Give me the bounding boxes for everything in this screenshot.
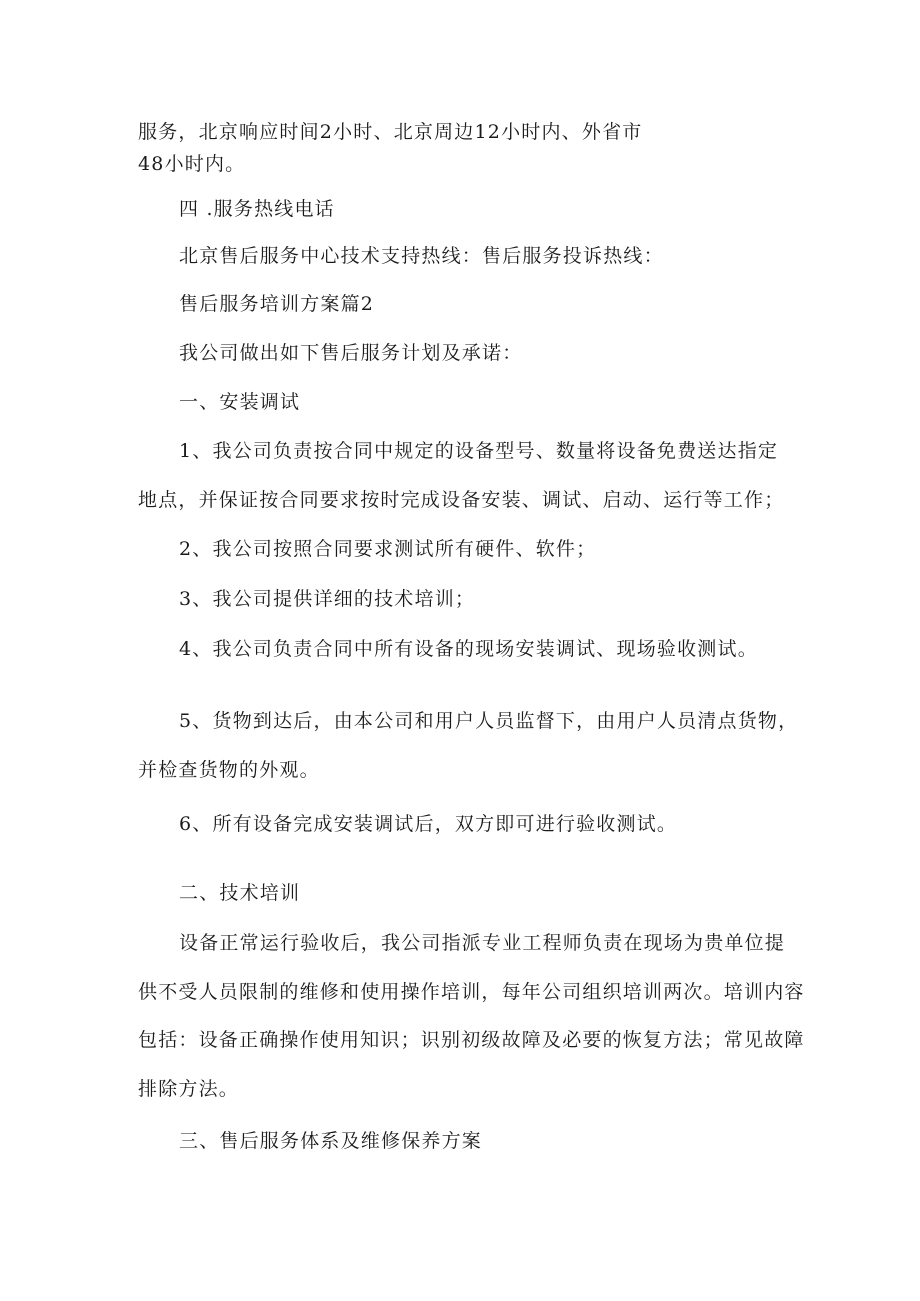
item-6: 6、所有设备完成安装调试后，双方即可进行验收测试。 — [179, 813, 678, 835]
hotline-line: 北京售后服务中心技术支持热线：售后服务投诉热线： — [179, 245, 664, 267]
intro-line: 我公司做出如下售后服务计划及承诺： — [179, 342, 523, 364]
training-line-4: 排除方法。 — [138, 1078, 240, 1100]
section-heading-2: 二、技术培训 — [179, 882, 301, 904]
paragraph-line-1: 服务，北京响应时间2小时、北京周边12小时内、外省市 — [138, 121, 643, 143]
item-4: 4、我公司负责合同中所有设备的现场安装调试、现场验收测试。 — [179, 638, 758, 660]
article-title: 售后服务培训方案篇2 — [179, 293, 375, 315]
section-heading-1: 一、安装调试 — [179, 391, 301, 413]
training-line-1: 设备正常运行验收后，我公司指派专业工程师负责在现场为贵单位提 — [179, 932, 786, 954]
item-3: 3、我公司提供详细的技术培训； — [179, 588, 476, 610]
paragraph-line-2: 48小时内。 — [138, 153, 246, 175]
section-heading-3: 三、售后服务体系及维修保养方案 — [179, 1130, 483, 1152]
item-5-line-1: 5、货物到达后，由本公司和用户人员监督下，由用户人员清点货物， — [179, 710, 799, 732]
item-1-line-1: 1、我公司负责按合同中规定的设备型号、数量将设备免费送达指定 — [179, 440, 779, 462]
training-line-2: 供不受人员限制的维修和使用操作培训，每年公司组织培训两次。培训内容 — [138, 981, 805, 1003]
item-5-line-2: 并检查货物的外观。 — [138, 759, 320, 781]
training-line-3: 包括：设备正确操作使用知识；识别初级故障及必要的恢复方法；常见故障 — [138, 1029, 805, 1051]
section-heading-4: 四 .服务热线电话 — [179, 198, 335, 220]
item-1-line-2: 地点，并保证按合同要求按时完成设备安装、调试、启动、运行等工作； — [138, 489, 785, 511]
item-2: 2、我公司按照合同要求测试所有硬件、软件； — [179, 538, 597, 560]
